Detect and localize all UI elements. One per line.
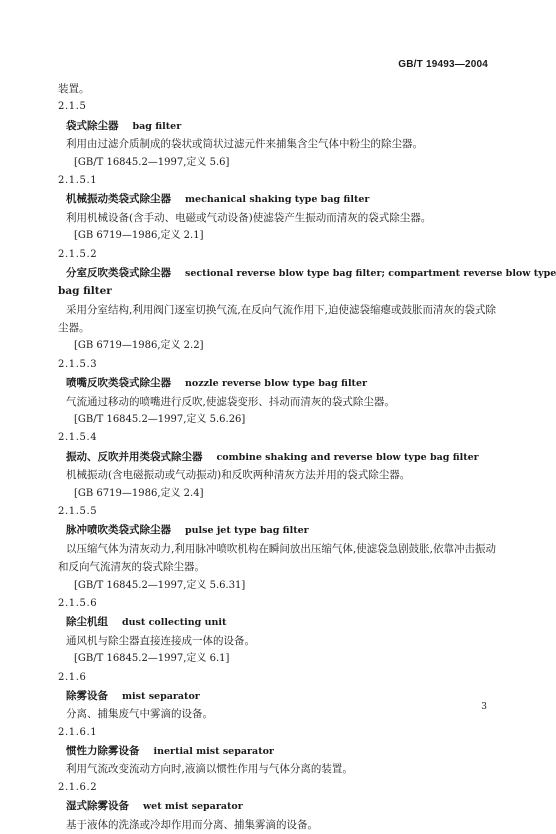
term-english: combine shaking and reverse blow type bag filter <box>216 451 479 463</box>
text-continuation: 尘器。 <box>58 322 90 335</box>
term-chinese: 振动、反吹并用类袋式除尘器 <box>66 450 203 463</box>
term-title <box>58 190 477 208</box>
term-title <box>58 448 477 466</box>
clause-number: 2.1.5.2 <box>58 248 98 260</box>
term-english: bag filter <box>132 120 182 132</box>
term-english: dust collecting unit <box>122 617 227 629</box>
term-chinese: 脉冲喷吹类袋式除尘器 <box>66 524 171 537</box>
reference-citation: [GB 6719—1986,定义 2.2] <box>74 340 204 352</box>
clause-number: 2.1.5.3 <box>58 358 98 370</box>
term-chinese: 喷嘴反吹类袋式除尘器 <box>66 377 171 390</box>
term-english: nozzle reverse blow type bag filter <box>185 378 367 390</box>
term-title <box>58 374 477 392</box>
term-english: sectional reverse blow type bag filter; compartment reverse blow type <box>185 267 556 279</box>
reference-citation: [GB/T 16845.2—1997,定义 5.6.26] <box>74 414 246 426</box>
text-continuation: 装置。 <box>58 83 90 95</box>
term-definition: 分离、捕集废气中雾滴的设备。 <box>66 708 213 721</box>
clause-number: 2.1.5.6 <box>58 597 98 609</box>
term-definition: 通风机与除尘器直接连接成一体的设备。 <box>66 634 255 647</box>
term-english: wet mist separator <box>143 801 243 813</box>
term-english: inertial mist separator <box>153 746 274 758</box>
term-chinese: 湿式除雾设备 <box>66 800 129 813</box>
term-title <box>58 613 477 631</box>
term-title <box>58 117 477 135</box>
clause-number: 2.1.6 <box>58 671 87 683</box>
term-definition: 机械振动(含电磁振动或气动振动)和反吹两种清灰方法并用的袋式除尘器。 <box>66 469 411 482</box>
document-body <box>58 80 556 834</box>
standard-number: GB/T 19493—2004 <box>398 59 488 70</box>
term-definition: 基于液体的洗涤或冷却作用而分离、捕集雾滴的设备。 <box>66 818 318 831</box>
reference-citation: [GB/T 16845.2—1997,定义 5.6.31] <box>74 579 246 591</box>
clause-number: 2.1.5.4 <box>58 432 98 444</box>
reference-citation: [GB 6719—1986,定义 2.1] <box>74 230 204 242</box>
clause-number: 2.1.5.1 <box>58 174 98 186</box>
text-continuation: bag filter <box>58 285 112 298</box>
reference-citation: [GB/T 16845.2—1997,定义 5.6] <box>74 156 230 168</box>
clause-number: 2.1.5 <box>58 101 87 113</box>
term-chinese: 袋式除尘器 <box>66 119 119 132</box>
term-chinese: 分室反吹类袋式除尘器 <box>66 266 171 279</box>
reference-citation: [GB/T 16845.2—1997,定义 6.1] <box>74 653 230 665</box>
term-chinese: 除雾设备 <box>66 689 108 702</box>
term-definition: 利用由过滤介质制成的袋状或筒状过滤元件来捕集含尘气体中粉尘的除尘器。 <box>66 138 423 151</box>
term-title <box>58 264 556 282</box>
term-title <box>58 521 477 539</box>
term-title <box>58 742 477 760</box>
term-chinese: 机械振动类袋式除尘器 <box>66 193 171 206</box>
reference-citation: [GB 6719—1986,定义 2.4] <box>74 487 204 499</box>
term-definition: 气流通过移动的喷嘴进行反吹,使滤袋变形、抖动而清灰的袋式除尘器。 <box>66 395 395 408</box>
term-english: mechanical shaking type bag filter <box>185 194 370 206</box>
term-english: mist separator <box>122 690 200 702</box>
term-english: pulse jet type bag filter <box>185 525 309 537</box>
term-definition: 采用分室结构,利用阀门逐室切换气流,在反向气流作用下,迫使滤袋缩瘪或鼓胀而清灰的袋式除 <box>66 303 497 316</box>
term-definition: 利用气流改变流动方向时,液滴以惯性作用与气体分离的装置。 <box>66 763 353 776</box>
term-chinese: 惯性力除雾设备 <box>66 745 140 758</box>
page-number: 3 <box>481 702 487 713</box>
clause-number: 2.1.5.5 <box>58 505 98 517</box>
term-chinese: 除尘机组 <box>66 616 108 629</box>
term-title <box>58 687 477 705</box>
term-definition: 利用机械设备(含手动、电磁或气动设备)使滤袋产生振动而清灰的袋式除尘器。 <box>66 211 432 224</box>
clause-number: 2.1.6.2 <box>58 781 98 793</box>
clause-number: 2.1.6.1 <box>58 726 98 738</box>
text-continuation: 和反向气流清灰的袋式除尘器。 <box>58 561 205 574</box>
term-definition: 以压缩气体为清灰动力,利用脉冲喷吹机构在瞬间放出压缩气体,使滤袋急剧鼓胀,依靠冲击振动 <box>66 542 497 555</box>
term-title <box>58 797 477 815</box>
